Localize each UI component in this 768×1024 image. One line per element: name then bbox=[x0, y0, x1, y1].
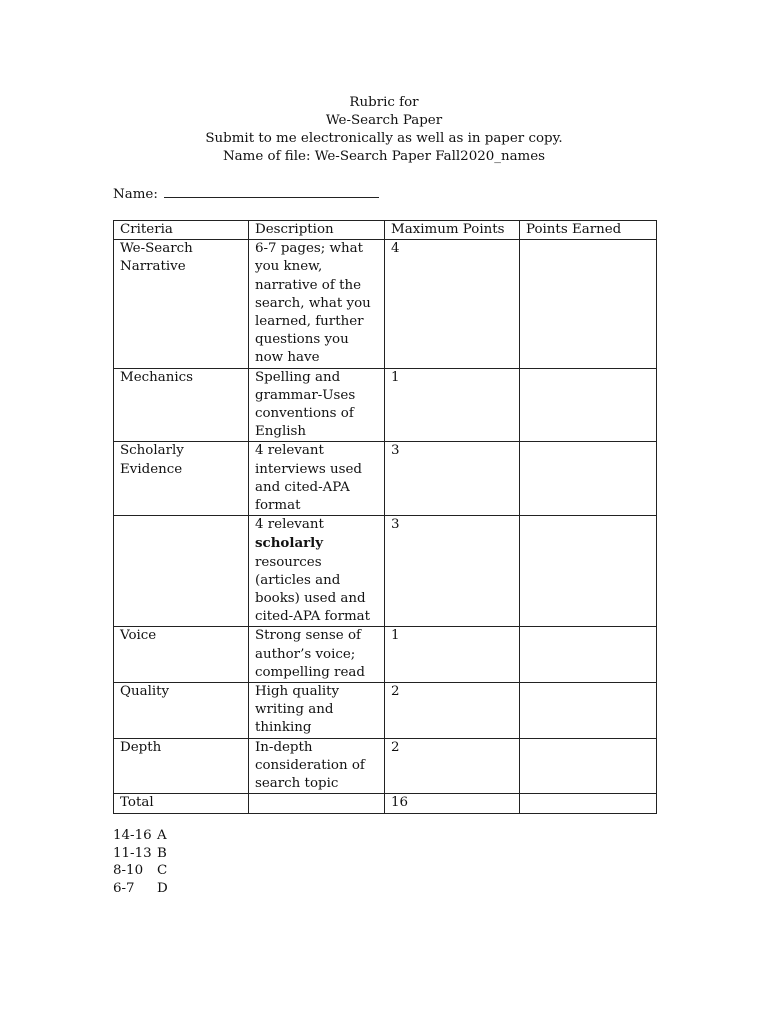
criteria-cell: Total bbox=[114, 794, 249, 813]
description-cell: Spelling and grammar-Uses conventions of English bbox=[249, 368, 385, 442]
description-cell: Strong sense of author’s voice; compelling read bbox=[249, 627, 385, 683]
description-text: resources (articles and books) used and cited-APA format bbox=[255, 554, 371, 625]
description-cell bbox=[249, 516, 385, 627]
table-header-row bbox=[114, 221, 657, 240]
description-text: 4 relevant bbox=[255, 517, 324, 533]
criteria-cell: We-Search Narrative bbox=[114, 240, 249, 368]
description-cell: 4 relevant interviews used and cited-APA format bbox=[249, 442, 385, 516]
header-subtitle: We-Search Paper bbox=[325, 113, 443, 128]
description-cell: In-depth consideration of search topic bbox=[249, 738, 385, 794]
points-earned-cell bbox=[520, 442, 657, 516]
max-points-cell: 2 bbox=[385, 683, 520, 739]
criteria-cell: Scholarly Evidence bbox=[114, 442, 249, 516]
grade-range: 14-16 bbox=[113, 828, 152, 843]
criteria-cell: Depth bbox=[114, 738, 249, 794]
grade-scale-item bbox=[113, 862, 168, 880]
header-instructions: Submit to me electronically as well as in paper copy. bbox=[205, 131, 563, 146]
max-points-cell: 3 bbox=[385, 516, 520, 627]
grade-letter: D bbox=[157, 880, 168, 896]
description-emphasis: scholarly bbox=[255, 535, 324, 552]
grade-range: 8-10 bbox=[113, 863, 144, 878]
grade-letter: B bbox=[157, 845, 167, 861]
description-cell: 6-7 pages; what you knew, narrative of the search, what you learned, further questions you now have bbox=[249, 240, 385, 368]
header-criteria: Criteria bbox=[114, 221, 249, 240]
table-row bbox=[114, 738, 657, 794]
max-points-cell: 4 bbox=[385, 240, 520, 368]
table-row bbox=[114, 627, 657, 683]
header-filename: Name of file: We-Search Paper Fall2020_names bbox=[222, 149, 546, 164]
description-cell: High quality writing and thinking bbox=[249, 683, 385, 739]
document-header bbox=[0, 94, 768, 166]
header-maximum-points: Maximum Points bbox=[385, 221, 520, 240]
criteria-cell bbox=[114, 516, 249, 627]
criteria-cell: Voice bbox=[114, 627, 249, 683]
max-points-cell: 1 bbox=[385, 368, 520, 442]
max-points-cell: 1 bbox=[385, 627, 520, 683]
table-row bbox=[114, 368, 657, 442]
grade-scale-item bbox=[113, 880, 168, 898]
grade-scale bbox=[113, 827, 168, 897]
points-earned-cell bbox=[520, 368, 657, 442]
header-points-earned: Points Earned bbox=[520, 221, 657, 240]
header-description: Description bbox=[249, 221, 385, 240]
table-row bbox=[114, 683, 657, 739]
grade-range: 6-7 bbox=[113, 880, 135, 896]
grade-scale-item bbox=[113, 827, 168, 845]
points-earned-cell bbox=[520, 627, 657, 683]
description-cell bbox=[249, 794, 385, 813]
table-row-total bbox=[114, 794, 657, 813]
points-earned-cell bbox=[520, 516, 657, 627]
grade-range: 11-13 bbox=[113, 845, 152, 861]
grade-letter: A bbox=[157, 828, 167, 843]
header-title: Rubric for bbox=[349, 95, 419, 110]
grade-scale-item bbox=[113, 845, 168, 863]
name-field bbox=[113, 185, 379, 204]
criteria-cell: Mechanics bbox=[114, 368, 249, 442]
points-earned-cell bbox=[520, 240, 657, 368]
table-row bbox=[114, 516, 657, 627]
table-row bbox=[114, 442, 657, 516]
points-earned-cell bbox=[520, 738, 657, 794]
table-row bbox=[114, 240, 657, 368]
max-points-cell: 16 bbox=[385, 794, 520, 813]
criteria-cell: Quality bbox=[114, 683, 249, 739]
points-earned-cell bbox=[520, 794, 657, 813]
grade-letter: C bbox=[157, 863, 168, 878]
points-earned-cell bbox=[520, 683, 657, 739]
name-blank-line bbox=[164, 185, 379, 198]
name-label: Name: bbox=[113, 187, 158, 202]
max-points-cell: 2 bbox=[385, 738, 520, 794]
max-points-cell: 3 bbox=[385, 442, 520, 516]
rubric-table bbox=[113, 220, 657, 814]
